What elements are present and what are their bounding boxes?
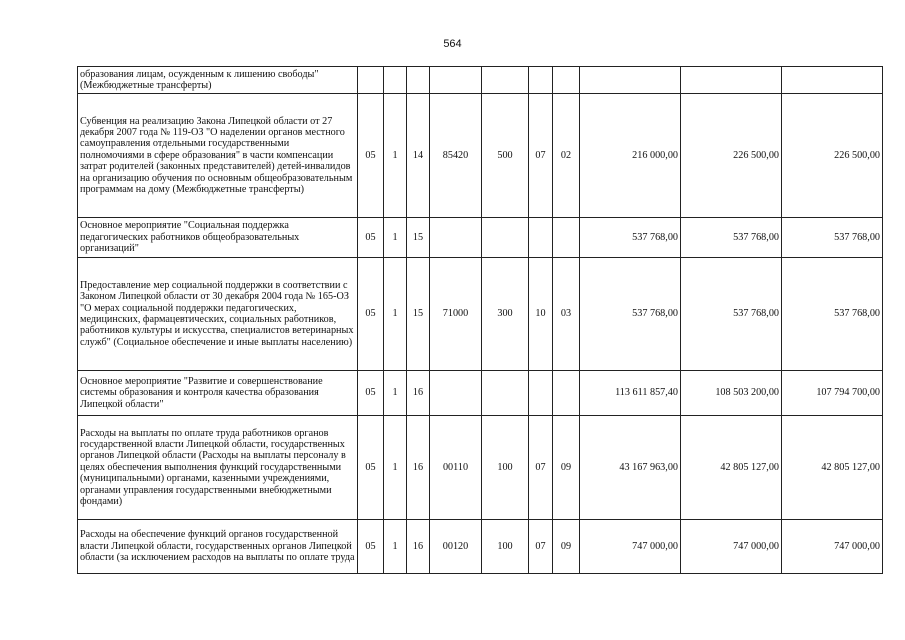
code-cell: 07 — [529, 416, 553, 520]
amount-cell: 747 000,00 — [782, 520, 883, 574]
table-row — [78, 94, 883, 218]
code-cell — [407, 67, 430, 94]
amount-cell: 42 805 127,00 — [681, 416, 782, 520]
code-cell — [430, 371, 482, 416]
code-cell: 71000 — [430, 258, 482, 371]
code-cell: 10 — [529, 258, 553, 371]
code-cell: 05 — [358, 94, 384, 218]
code-cell: 02 — [553, 94, 580, 218]
row-description: Субвенция на реализацию Закона Липецкой области от 27 декабря 2007 года № 119-ОЗ "О наделении органов местного самоуправления отдельными государственными полномочиями в сфере образования" в части компенсации затрат родителей (законных представителей) детей-инвалидов на организацию обучения по основным общеобразовательным программам на дому (Межбюджетные трансферты) — [78, 94, 358, 218]
code-cell — [529, 67, 553, 94]
code-cell: 07 — [529, 94, 553, 218]
amount-cell: 113 611 857,40 — [580, 371, 681, 416]
row-description: образования лицам, осужденным к лишению свободы" (Межбюджетные трансферты) — [78, 67, 358, 94]
amount-cell: 42 805 127,00 — [782, 416, 883, 520]
code-cell — [482, 218, 529, 258]
code-cell: 1 — [384, 94, 407, 218]
code-cell: 15 — [407, 258, 430, 371]
code-cell — [384, 67, 407, 94]
amount-cell — [681, 67, 782, 94]
code-cell: 05 — [358, 371, 384, 416]
row-description: Основное мероприятие "Социальная поддержка педагогических работников общеобразовательных организаций" — [78, 218, 358, 258]
amount-cell: 226 500,00 — [782, 94, 883, 218]
code-cell: 16 — [407, 371, 430, 416]
amount-cell — [580, 67, 681, 94]
code-cell: 1 — [384, 258, 407, 371]
code-cell: 100 — [482, 416, 529, 520]
row-description: Основное мероприятие "Развитие и совершенствование системы образования и контроля качества образования Липецкой области" — [78, 371, 358, 416]
amount-cell: 537 768,00 — [681, 218, 782, 258]
code-cell — [430, 218, 482, 258]
code-cell: 05 — [358, 416, 384, 520]
code-cell: 100 — [482, 520, 529, 574]
code-cell — [553, 67, 580, 94]
code-cell: 07 — [529, 520, 553, 574]
code-cell: 14 — [407, 94, 430, 218]
code-cell: 16 — [407, 416, 430, 520]
code-cell: 85420 — [430, 94, 482, 218]
amount-cell: 537 768,00 — [580, 218, 681, 258]
amount-cell: 537 768,00 — [782, 258, 883, 371]
table-row — [78, 67, 883, 94]
code-cell: 09 — [553, 520, 580, 574]
table-row — [78, 258, 883, 371]
table-row — [78, 371, 883, 416]
code-cell: 1 — [384, 520, 407, 574]
code-cell: 15 — [407, 218, 430, 258]
code-cell — [430, 67, 482, 94]
code-cell: 00120 — [430, 520, 482, 574]
code-cell — [482, 67, 529, 94]
page-number: 564 — [443, 38, 462, 50]
amount-cell: 537 768,00 — [580, 258, 681, 371]
amount-cell: 747 000,00 — [681, 520, 782, 574]
row-description: Предоставление мер социальной поддержки в соответствии с Законом Липецкой области от 30 декабря 2004 года № 165-ОЗ "О мерах социальной поддержки педагогических, медицинских, фармацевтических, социальных работников, работников культуры и искусства, специалистов ветеринарных служб" (Социальное обеспечение и иные выплаты населению) — [78, 258, 358, 371]
code-cell: 00110 — [430, 416, 482, 520]
code-cell: 1 — [384, 416, 407, 520]
table-row — [78, 218, 883, 258]
amount-cell — [782, 67, 883, 94]
amount-cell: 747 000,00 — [580, 520, 681, 574]
amount-cell: 43 167 963,00 — [580, 416, 681, 520]
budget-table — [77, 66, 883, 574]
code-cell — [529, 218, 553, 258]
code-cell: 1 — [384, 218, 407, 258]
amount-cell: 108 503 200,00 — [681, 371, 782, 416]
code-cell — [358, 67, 384, 94]
amount-cell: 107 794 700,00 — [782, 371, 883, 416]
row-description: Расходы на обеспечение функций органов государственной власти Липецкой области, государственных органов Липецкой области (за исключением расходов на выплаты по оплате труда — [78, 520, 358, 574]
code-cell — [482, 371, 529, 416]
code-cell — [553, 371, 580, 416]
row-description: Расходы на выплаты по оплате труда работников органов государственной власти Липецкой области, государственных органов Липецкой области (Расходы на выплаты персоналу в целях обеспечения выполнения функций государственными (муниципальными) органами, казенными учреждениями, органами управления государственными внебюджетными фондами) — [78, 416, 358, 520]
code-cell: 05 — [358, 218, 384, 258]
code-cell — [529, 371, 553, 416]
code-cell: 05 — [358, 258, 384, 371]
code-cell: 16 — [407, 520, 430, 574]
code-cell: 300 — [482, 258, 529, 371]
table-row — [78, 520, 883, 574]
code-cell: 05 — [358, 520, 384, 574]
code-cell: 500 — [482, 94, 529, 218]
code-cell — [553, 218, 580, 258]
amount-cell: 216 000,00 — [580, 94, 681, 218]
table-row — [78, 416, 883, 520]
amount-cell: 537 768,00 — [782, 218, 883, 258]
code-cell: 1 — [384, 371, 407, 416]
code-cell: 03 — [553, 258, 580, 371]
amount-cell: 226 500,00 — [681, 94, 782, 218]
code-cell: 09 — [553, 416, 580, 520]
amount-cell: 537 768,00 — [681, 258, 782, 371]
